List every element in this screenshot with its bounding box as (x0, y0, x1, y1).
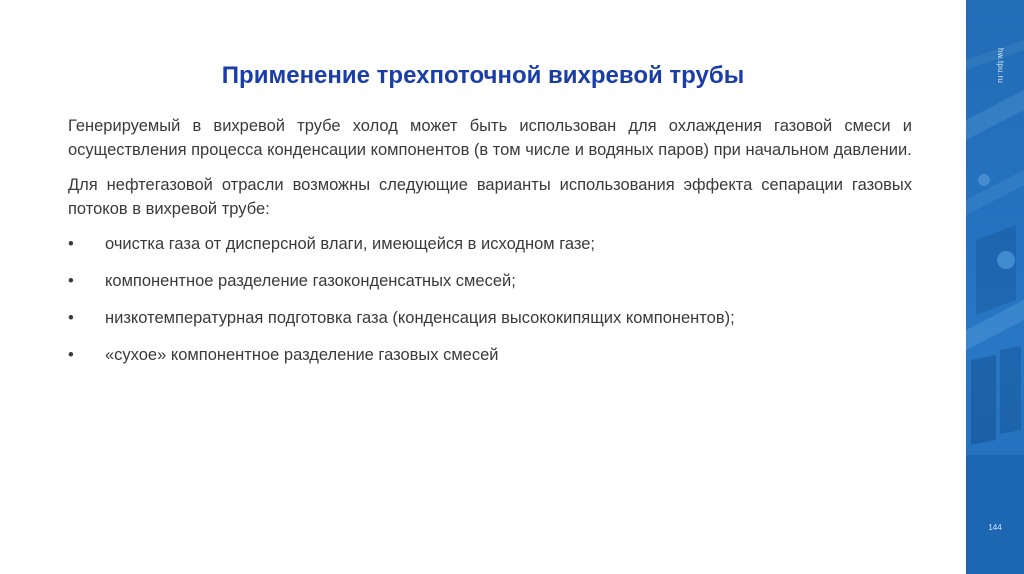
bullet-dot: • (68, 272, 74, 290)
list-item-text: «сухое» компонентное разделение газовых смесей (105, 346, 499, 364)
list-item-text: компонентное разделение газоконденсатных смесей; (105, 272, 516, 290)
side-band-lower (966, 455, 1024, 574)
side-url-label: hw.tpu.ru (996, 48, 1005, 84)
list-item (68, 269, 912, 293)
list-item (68, 232, 912, 256)
list-item-text: очистка газа от дисперсной влаги, имеющейся в исходном газе; (105, 235, 596, 253)
bullet-list (68, 232, 912, 367)
bullet-dot: • (68, 346, 74, 364)
page-number: 144 (988, 523, 1002, 532)
slide-title: Применение трехпоточной вихревой трубы (221, 62, 745, 89)
paragraph-1: Генерируемый в вихревой трубе холод может быть использован для охлаждения газовой смеси и осуществления процесса конденсации компонентов (в том числе и водяных паров) при начальном давлении. (68, 117, 912, 159)
list-item (68, 343, 912, 367)
slide-body (68, 114, 912, 380)
list-item (68, 306, 912, 330)
bullet-dot: • (68, 309, 74, 327)
list-item-text: низкотемпературная подготовка газа (конденсация высококипящих компонентов); (105, 309, 735, 327)
paragraph-2: Для нефтегазовой отрасли возможны следующие варианты использования эффекта сепарации газовых потоков в вихревой трубе: (68, 176, 912, 218)
bullet-dot: • (68, 235, 74, 253)
